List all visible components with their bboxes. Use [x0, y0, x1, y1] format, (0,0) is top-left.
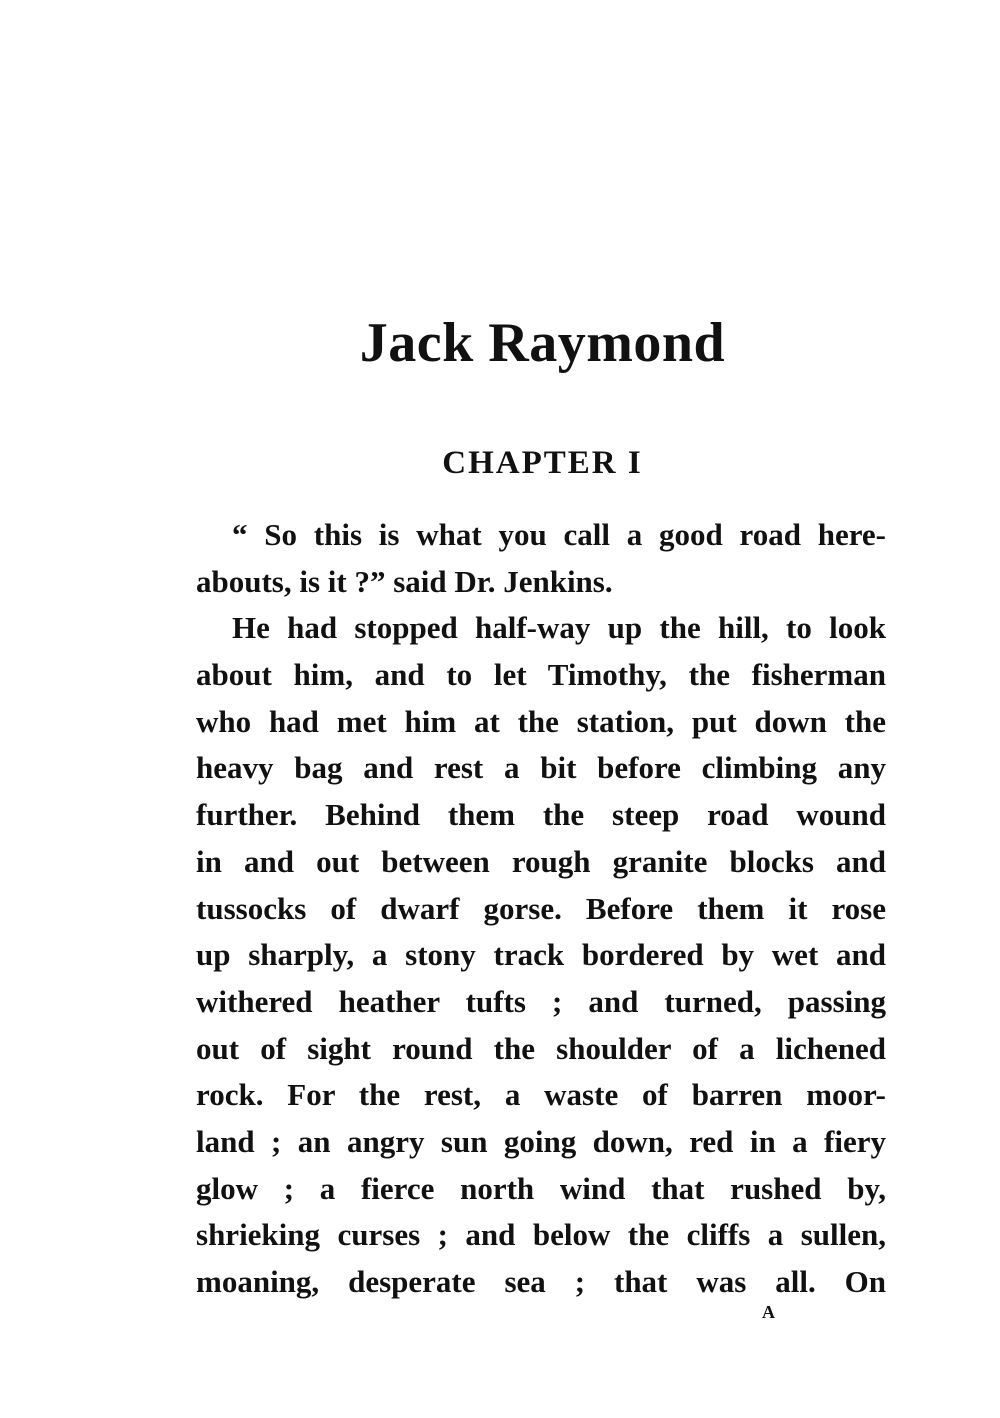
text-line: in and out between rough granite blocks and	[196, 843, 886, 879]
text-line: withered heather tufts ; and turned, passing	[196, 983, 886, 1019]
text-line: land ; an angry sun going down, red in a fiery	[196, 1123, 886, 1159]
text-line: shrieking curses ; and below the cliffs a sullen,	[196, 1217, 886, 1253]
text-line: rock. For the rest, a waste of barren moor-	[196, 1077, 886, 1113]
text-line: abouts, is it ?” said Dr. Jenkins.	[196, 563, 613, 599]
text-line: glow ; a fierce north wind that rushed by,	[196, 1170, 886, 1206]
text-line: heavy bag and rest a bit before climbing any	[196, 750, 886, 786]
signature-mark: A	[762, 1302, 776, 1322]
text-line: further. Behind them the steep road wound	[196, 797, 886, 833]
text-line: He had stopped half-way up the hill, to look	[232, 610, 886, 646]
text-line: moaning, desperate sea ; that was all. On	[196, 1264, 886, 1299]
text-line: up sharply, a stony track bordered by wet and	[196, 937, 886, 973]
chapter-heading: CHAPTER I	[442, 445, 643, 481]
book-title: Jack Raymond	[359, 312, 726, 374]
text-line: tussocks of dwarf gorse. Before them it rose	[196, 890, 886, 926]
text-line: about him, and to let Timothy, the fisherman	[196, 657, 886, 693]
chapter-text	[196, 512, 886, 1306]
text-line: “ So this is what you call a good road here-	[232, 517, 886, 552]
text-line: who had met him at the station, put down the	[196, 703, 886, 739]
text-line: out of sight round the shoulder of a lichened	[196, 1030, 886, 1066]
